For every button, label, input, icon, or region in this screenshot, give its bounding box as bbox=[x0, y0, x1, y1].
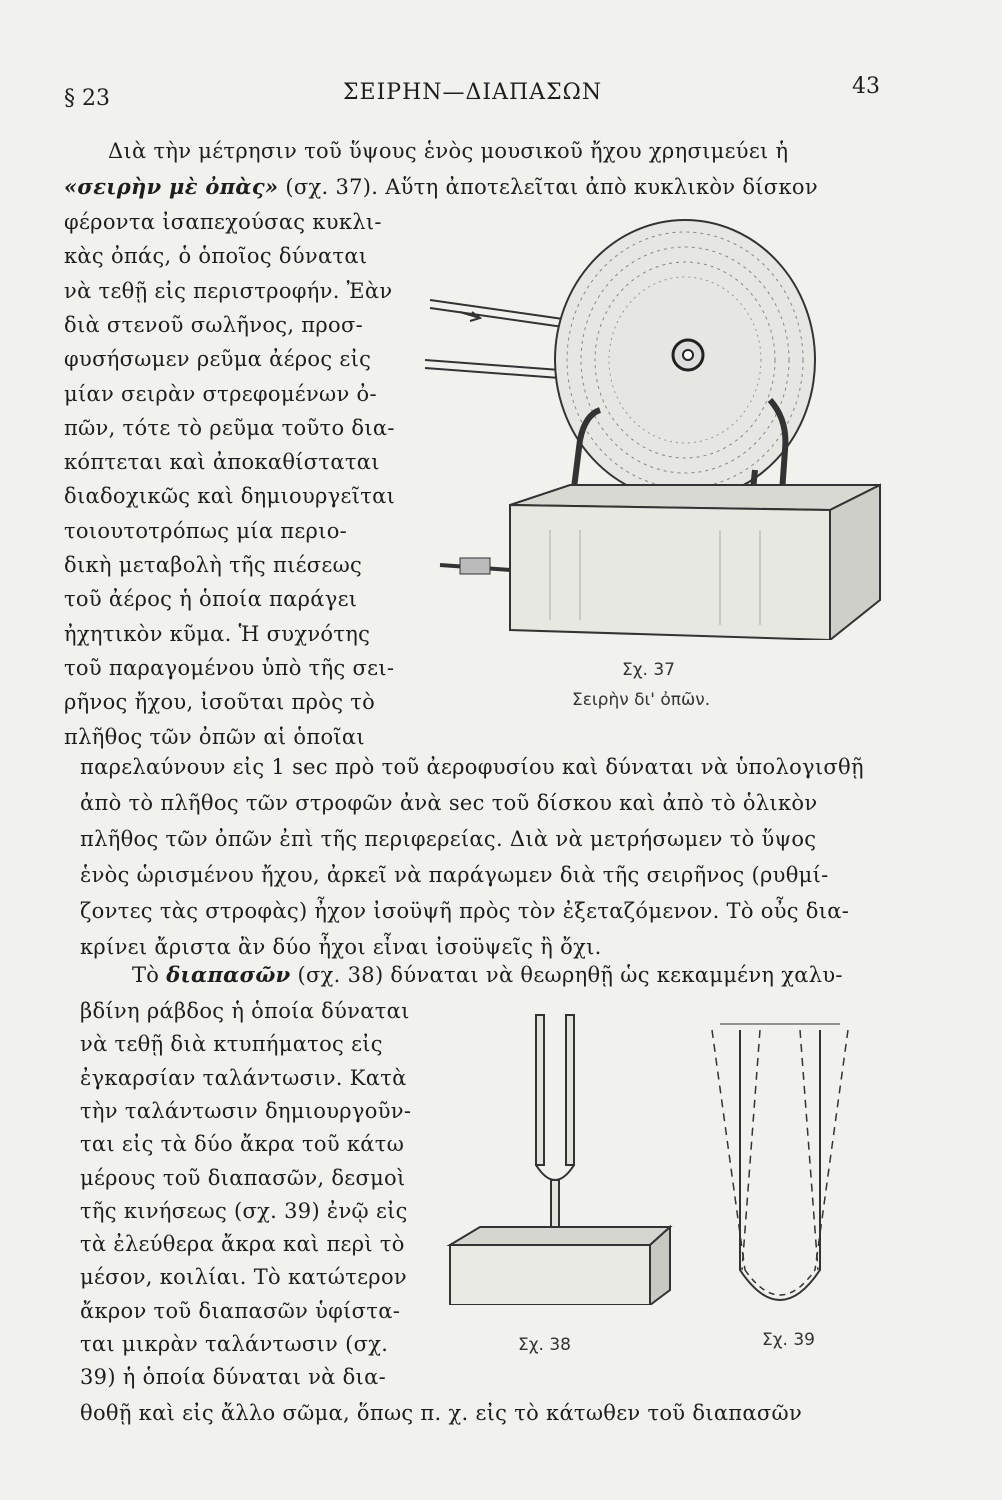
siren-base-icon bbox=[440, 485, 880, 640]
para1-wrapped-line: διὰ στενοῦ σωλῆνος, προσ- bbox=[64, 312, 364, 337]
figure-37-label: Σχ. 37 bbox=[622, 660, 676, 680]
para1-full-line: πλῆθος τῶν ὀπῶν ἐπὶ τῆς περιφερείας. Διὰ νὰ μετρήσωμεν τὸ ὕψος bbox=[80, 827, 817, 851]
tuning-fork-term: διαπασῶν bbox=[166, 962, 291, 987]
para1-wrapped-line: δικὴ μεταβολὴ τῆς πιέσεως bbox=[64, 553, 363, 577]
para2-wrapped-line: τὰ ἐλεύθερα ἄκρα καὶ περὶ τὸ bbox=[80, 1232, 405, 1257]
para1-wrapped-line: ρῆνος ἤχου, ἰσοῦται πρὸς τὸ bbox=[64, 690, 376, 715]
para1-line2 bbox=[64, 172, 818, 202]
para1-wrapped-line: τοῦ παραγομένου ὑπὸ τῆς σει- bbox=[64, 655, 395, 680]
para2-wrapped-line: ἐγκαρσίαν ταλάντωσιν. Κατὰ bbox=[80, 1065, 407, 1090]
para2-wrapped-line: 39) ἡ ὁποία δύναται νὰ δια- bbox=[80, 1365, 386, 1390]
vibration-diagram-figure bbox=[700, 1010, 860, 1330]
para2-wrapped-line: βδίνη ράβδος ἡ ὁποία δύναται bbox=[80, 999, 410, 1023]
para1-full-line: ζοντες τὰς στροφὰς) ἦχον ἰσοϋψῆ πρὸς τὸν ἐξεταζόμενον. Τὸ οὖς δια- bbox=[80, 899, 850, 923]
perforated-disk-icon bbox=[555, 220, 815, 500]
para2-wrapped-line: τῆς κινήσεως (σχ. 39) ἐνῷ εἰς bbox=[80, 1198, 408, 1223]
para1-wrapped-line: τοῦ ἀέρος ἡ ὁποία παράγει bbox=[64, 587, 358, 612]
para1-full-line: ἑνὸς ὡρισμένου ἤχου, ἀρκεῖ νὰ παράγωμεν διὰ τῆς σειρῆνος (ρυθμί- bbox=[80, 863, 829, 887]
tuning-fork-figure bbox=[440, 1005, 680, 1305]
para1-full-line: ἀπὸ τὸ πλῆθος τῶν στροφῶν ἀνὰ sec τοῦ δίσκου καὶ ἀπὸ τὸ ὁλικὸν bbox=[80, 791, 818, 815]
para1-wrapped-line: τοιουτοτρόπως μία περιο- bbox=[64, 518, 348, 543]
running-title: ΣΕΙΡΗΝ—ΔΙΑΠΑΣΩΝ bbox=[343, 80, 603, 105]
siren-term: «σειρὴν μὲ ὀπὰς» bbox=[64, 174, 279, 199]
para1-full-line: κρίνει ἄριστα ἂν δύο ἦχοι εἶναι ἰσοϋψεῖς ἢ ὄχι. bbox=[80, 935, 602, 959]
para2-last-line: θοθῇ καὶ εἰς ἄλλο σῶμα, ὅπως π. χ. εἰς τὸ κάτωθεν τοῦ διαπασῶν bbox=[80, 1401, 803, 1425]
para1-wrapped-line: μίαν σειρὰν στρεφομένων ὀ- bbox=[64, 381, 377, 406]
figure-38-label: Σχ. 38 bbox=[518, 1335, 572, 1355]
para2-line1 bbox=[132, 960, 843, 990]
para2-wrapped-line: μέσον, κοιλίαι. Τὸ κατώτερον bbox=[80, 1265, 407, 1290]
para1-wrapped-line: κὰς ὀπάς, ὁ ὁποῖος δύναται bbox=[64, 244, 368, 269]
para1-wrapped-line: πλῆθος τῶν ὀπῶν αἱ ὁποῖαι bbox=[64, 724, 365, 749]
para2-wrapped-line: νὰ τεθῇ διὰ κτυπήματος εἰς bbox=[80, 1032, 383, 1057]
para2-wrapped-line: ἄκρον τοῦ διαπασῶν ὑφίστα- bbox=[80, 1298, 401, 1323]
tuning-fork-icon bbox=[536, 1015, 574, 1255]
para1-wrapped-line: κόπτεται καὶ ἀποκαθίσταται bbox=[64, 450, 380, 475]
section-number: § 23 bbox=[64, 86, 110, 111]
para2-wrapped-line: ται μικρὰν ταλάντωσιν (σχ. bbox=[80, 1332, 389, 1356]
para1-full-line: παρελαύνουν εἰς 1 sec πρὸ τοῦ ἀεροφυσίου καὶ δύναται νὰ ὑπολογισθῇ bbox=[80, 755, 864, 779]
para2-wrapped-line: τὴν ταλάντωσιν δημιουργοῦν- bbox=[80, 1098, 412, 1123]
para2-wrapped-line: ται εἰς τὰ δύο ἄκρα τοῦ κάτω bbox=[80, 1132, 405, 1157]
para1-line2-rest: (σχ. 37). Αὕτη ἀποτελεῖται ἀπὸ κυκλικὸν δίσκον bbox=[278, 175, 818, 199]
figure-37-caption: Σειρὴν δι' ὀπῶν. bbox=[572, 690, 711, 710]
siren-figure bbox=[420, 200, 890, 640]
fork-vibration-icon bbox=[712, 1024, 848, 1300]
air-tube-icon bbox=[425, 300, 570, 378]
page-number: 43 bbox=[852, 74, 880, 99]
para1-wrapped-line: πῶν, τότε τὸ ρεῦμα τοῦτο δια- bbox=[64, 415, 395, 440]
para1-wrapped-line: διαδοχικῶς καὶ δημιουργεῖται bbox=[64, 484, 396, 509]
para1-wrapped-line: νὰ τεθῇ εἰς περιστροφήν. Ἐὰν bbox=[64, 278, 393, 303]
figure-39-label: Σχ. 39 bbox=[762, 1330, 816, 1350]
para1-wrapped-line: φυσήσωμεν ρεῦμα ἀέρος εἰς bbox=[64, 347, 372, 372]
fork-base-icon bbox=[450, 1227, 670, 1305]
para1-line1: Διὰ τὴν μέτρησιν τοῦ ὕψους ἑνὸς μουσικοῦ ἤχου χρησιμεύει ἡ bbox=[108, 139, 789, 163]
para1-wrapped-line: φέροντα ἰσαπεχούσας κυκλι- bbox=[64, 210, 382, 234]
para2-line1-rest: (σχ. 38) δύναται νὰ θεωρηθῇ ὡς κεκαμμένη χαλυ- bbox=[290, 963, 843, 987]
para2-lead: Τὸ bbox=[132, 963, 167, 987]
para2-wrapped-line: μέρους τοῦ διαπασῶν, δεσμοὶ bbox=[80, 1165, 406, 1190]
para1-wrapped-line: ἠχητικὸν κῦμα. Ἡ συχνότης bbox=[64, 621, 371, 646]
